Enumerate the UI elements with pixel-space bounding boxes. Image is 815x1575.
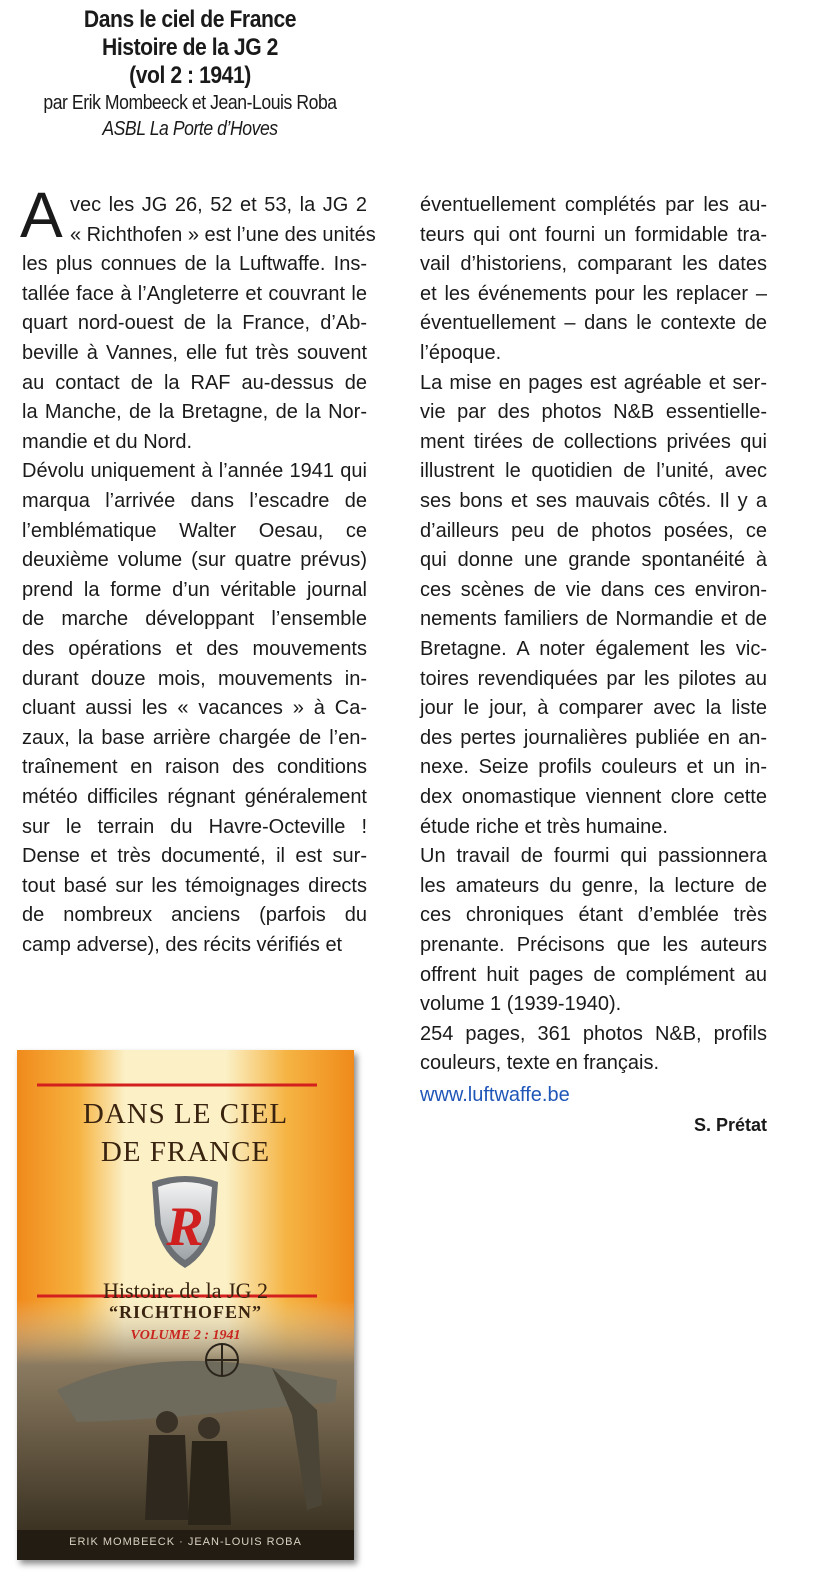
cover-authors: ERIK MOMBEECK · JEAN-LOUIS ROBA bbox=[69, 1536, 302, 1548]
cover-subtitle2: “RICHTHOFEN” bbox=[108, 1302, 262, 1322]
cover-volume: VOLUME 2 : 1941 bbox=[130, 1328, 241, 1343]
text-line: au contact de la RAF au-dessus de bbox=[22, 371, 367, 394]
book-publisher: ASBL La Porte d’Hoves bbox=[102, 118, 278, 140]
book-subtitle: Histoire de la JG 2 bbox=[102, 34, 278, 61]
text-line: teurs qui ont fourni un formidable tra- bbox=[420, 223, 767, 246]
text-line: dex onomastique viennent clore cette bbox=[420, 786, 767, 808]
text-line: La mise en pages est agréable et ser- bbox=[420, 371, 767, 394]
text-line: des opérations et des mouvements bbox=[22, 638, 367, 660]
text-line: tallée face à l’Angleterre et couvrant le bbox=[22, 282, 367, 305]
cover-title-line1: DANS LE CIEL bbox=[82, 1098, 289, 1130]
text-line: 254 pages, 361 photos N&B, profils bbox=[420, 1022, 767, 1045]
pilot-left bbox=[156, 1411, 178, 1433]
text-line: offrent huit pages de complément au bbox=[420, 963, 767, 986]
text-line: jour le jour, à comparer avec la liste bbox=[420, 697, 767, 720]
text-line: prend la forme d’un véritable journal bbox=[22, 578, 367, 601]
text-line: couleurs, texte en français. bbox=[420, 1052, 660, 1075]
review-header bbox=[0, 0, 380, 142]
text-line: nexe. Seize profils couleurs et un in- bbox=[420, 756, 767, 779]
text-line: des pertes journalières publiée en an- bbox=[420, 726, 767, 749]
text-line: Dense et très documenté, il est sur- bbox=[22, 845, 367, 868]
text-line: éventuellement complétés par les au- bbox=[420, 194, 767, 216]
text-line: tout basé sur les témoignages directs bbox=[22, 874, 367, 897]
text-line: camp adverse), des récits vérifiés et bbox=[22, 934, 343, 956]
text-line: durant douze mois, mouvements in- bbox=[22, 667, 367, 690]
text-line: vie par des photos N&B essentielle- bbox=[420, 401, 767, 424]
book-title: Dans le ciel de France bbox=[83, 6, 297, 33]
text-line: la Manche, de la Bretagne, de la Nor- bbox=[22, 401, 367, 424]
text-line: éventuellement – dans le contexte de bbox=[420, 312, 767, 335]
text-line: d’ailleurs peu de photos posées, ce bbox=[420, 519, 767, 542]
text-line: ces chroniques étant d’emblée très bbox=[420, 904, 767, 927]
text-line: météo difficiles régnant généralement bbox=[22, 786, 367, 808]
text-line: vec les JG 26, 52 et 53, la JG 2 bbox=[70, 194, 367, 216]
text-line: traînement en raison des conditions bbox=[22, 756, 367, 779]
text-line: étude riche et très humaine. bbox=[420, 815, 668, 838]
text-line: ses bons et ses mauvais côtés. Il y a bbox=[420, 490, 767, 512]
pilot-right bbox=[198, 1417, 220, 1439]
text-line: l’emblématique Walter Oesau, ce bbox=[22, 519, 367, 542]
book-volume: (vol 2 : 1941) bbox=[129, 62, 251, 89]
website-link[interactable]: www.luftwaffe.be bbox=[420, 1084, 570, 1106]
text-line: Un travail de fourmi qui passionnera bbox=[420, 845, 767, 868]
review-signature: S. Prétat bbox=[693, 1115, 767, 1135]
drop-cap: A bbox=[20, 179, 63, 251]
cover-subtitle: Histoire de la JG 2 bbox=[103, 1278, 268, 1303]
text-line: ment tirées de collections privées qui bbox=[420, 430, 767, 453]
book-authors: par Erik Mombeeck et Jean-Louis Roba bbox=[43, 92, 337, 114]
text-line: deuxième volume (sur quatre prévus) bbox=[22, 549, 367, 572]
text-line: volume 1 (1939-1940). bbox=[420, 993, 622, 1016]
text-line: vail d’historiens, comparant les dates bbox=[420, 253, 767, 276]
text-line: Dévolu uniquement à l’année 1941 qui bbox=[22, 460, 367, 483]
text-line: marqua l’arrivée dans l’escadre de bbox=[22, 490, 367, 512]
text-line: de nombreux anciens (parfois du bbox=[22, 904, 367, 927]
emblem-letter: R bbox=[166, 1196, 204, 1258]
text-line: prenante. Précisons que les auteurs bbox=[420, 934, 767, 956]
text-line: nements familiers de Normandie et de bbox=[420, 608, 767, 631]
text-line: et les événements pour les replacer – bbox=[420, 282, 767, 305]
text-line: zaux, la base arrière chargée de l’en- bbox=[22, 726, 367, 749]
text-line: ces scènes de vie dans ces environ- bbox=[420, 578, 767, 601]
text-line: les plus connues de la Luftwaffe. Ins- bbox=[22, 253, 367, 276]
text-line: qui donne une grande spontanéité à bbox=[420, 549, 767, 572]
text-line: « Richthofen » est l’une des unités bbox=[70, 223, 376, 246]
text-line: toires revendiquées par les pilotes au bbox=[420, 667, 767, 690]
text-line: Bretagne. A noter également les vic- bbox=[420, 638, 767, 660]
text-line: cluant aussi les « vacances » à Ca- bbox=[22, 697, 367, 720]
text-line: beville à Vannes, elle fut très souvent bbox=[22, 342, 367, 364]
text-line: mandie et du Nord. bbox=[22, 430, 193, 453]
text-line: les amateurs du genre, la lecture de bbox=[420, 874, 767, 897]
book-cover-image bbox=[17, 1050, 354, 1560]
text-line: de marche développant l’ensemble bbox=[22, 608, 367, 631]
text-line: illustrent le quotidien de l’unité, avec bbox=[420, 460, 767, 483]
cover-title-line2: DE FRANCE bbox=[100, 1136, 271, 1168]
text-line: l’époque. bbox=[420, 342, 502, 364]
text-line: quart nord-ouest de la France, d’Ab- bbox=[22, 312, 367, 335]
text-line: sur le terrain du Havre-Octeville ! bbox=[22, 815, 367, 838]
